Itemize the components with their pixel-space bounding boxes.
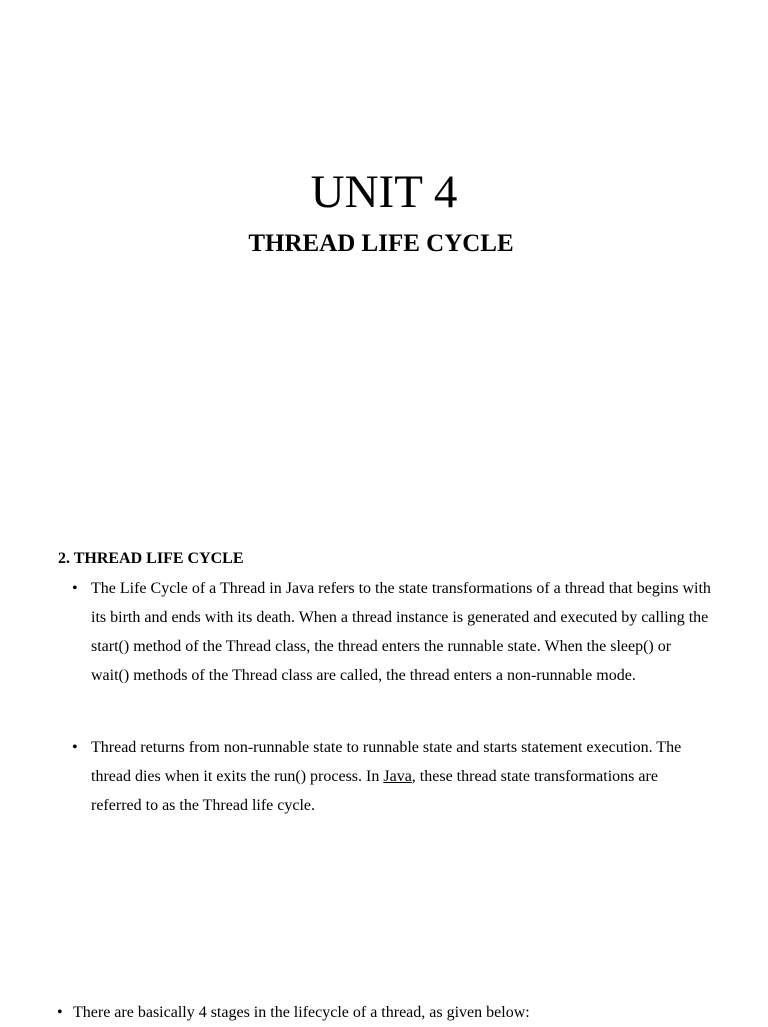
bullet-list (0, 574, 711, 690)
bullet-icon: • (57, 1004, 63, 1021)
bullet-list (0, 998, 693, 1027)
unit-title: UNIT 4 (310, 166, 458, 218)
bullet-icon: • (72, 739, 78, 756)
section-heading: 2. THREAD LIFE CYCLE (58, 550, 244, 567)
paragraph-text: The Life Cycle of a Thread in Java refers to the state transformations of a thread that begins with its birth and ends with its death. When a thread instance is generated and executed by calling the start() method of the Thread class, the thread enters the runnable state. When the sleep() or wait() methods of the Thread class are called, the thread enters a non-runnable mode. (91, 580, 711, 684)
paragraph-text: , these thread state transformations are referred to as the Thread life cycle. (91, 768, 658, 814)
unit-subtitle: THREAD LIFE CYCLE (248, 230, 514, 257)
list-item (0, 998, 693, 1027)
paragraph-text: There are basically 4 stages in the lifecycle of a thread, as given below: (73, 1004, 530, 1021)
java-link[interactable]: Java (383, 768, 412, 785)
list-item (0, 574, 711, 690)
bullet-icon: • (72, 580, 78, 597)
paragraph-text: Thread returns from non-runnable state to runnable state and starts statement execution. The thread dies when it exits the run() process. In (91, 739, 682, 785)
bullet-list (0, 733, 711, 820)
list-item (0, 733, 711, 820)
